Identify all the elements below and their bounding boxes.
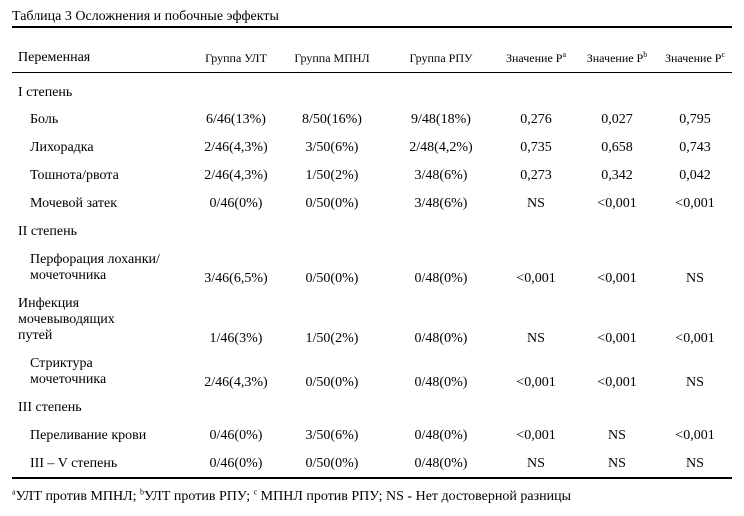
- cell-rpu: 2/48(4,2%): [409, 140, 473, 155]
- table-row: [12, 190, 732, 218]
- cell-p-b: 0,342: [601, 168, 633, 183]
- header-p-label: Значение P: [505, 50, 563, 65]
- cell-p-b: <0,001: [597, 331, 637, 346]
- cell-mpnl: 1/50(2%): [305, 331, 359, 346]
- cell-ult: 0/46(0%): [209, 428, 263, 443]
- cell-ult: 6/46(13%): [206, 112, 266, 127]
- cell-mpnl: 8/50(16%): [302, 112, 362, 127]
- cell-p-b: <0,001: [597, 271, 637, 286]
- header-p-value-b: [576, 44, 658, 72]
- section-row: [12, 218, 732, 246]
- row-label: III – V степень: [30, 456, 118, 471]
- cell-p-a: <0,001: [516, 375, 556, 390]
- cell-ult: 1/46(3%): [209, 331, 263, 346]
- cell-p-a: 0,735: [520, 140, 552, 155]
- table-row: [12, 246, 732, 290]
- header-row: [12, 44, 732, 72]
- cell-ult: 0/46(0%): [209, 456, 263, 471]
- cell-mpnl: 1/50(2%): [305, 168, 359, 183]
- header-mpnl-group: Группа МПНЛ: [294, 50, 370, 65]
- footnote-text: УЛТ против РПУ;: [144, 489, 254, 504]
- cell-rpu: 0/48(0%): [414, 331, 468, 346]
- cell-mpnl: 0/50(0%): [305, 456, 359, 471]
- cell-p-a: <0,001: [516, 271, 556, 286]
- cell-rpu: 0/48(0%): [414, 428, 468, 443]
- cell-p-c: <0,001: [675, 196, 715, 211]
- cell-p-a: NS: [527, 196, 545, 211]
- cell-rpu: 3/48(6%): [414, 168, 468, 183]
- footnote-marker: c: [721, 49, 726, 59]
- cell-rpu: 0/48(0%): [414, 456, 468, 471]
- footnote-text: УЛТ против МПНЛ;: [15, 489, 141, 504]
- footnote-text: МПНЛ против РПУ; NS - Нет достоверной разницы: [257, 489, 572, 504]
- row-label: Переливание крови: [30, 428, 147, 443]
- cell-p-a: <0,001: [516, 428, 556, 443]
- cell-mpnl: 0/50(0%): [305, 375, 359, 390]
- cell-mpnl: 3/50(6%): [305, 428, 359, 443]
- section-row: [12, 394, 732, 422]
- header-p-value-c: [658, 44, 732, 72]
- header-variable: Переменная: [18, 50, 91, 65]
- table-row: [12, 106, 732, 134]
- row-label: Мочевой затек: [30, 196, 118, 211]
- table-row: [12, 290, 732, 350]
- complications-table: [12, 44, 732, 478]
- cell-p-b: 0,027: [601, 112, 633, 127]
- row-label: Перфорация лоханки/ мочеточника: [30, 252, 160, 283]
- cell-rpu: 3/48(6%): [414, 196, 468, 211]
- cell-p-c: <0,001: [675, 428, 715, 443]
- footnote-marker: c: [253, 487, 258, 497]
- row-label: Стриктура мочеточника: [30, 356, 107, 387]
- cell-rpu: 9/48(18%): [411, 112, 471, 127]
- cell-rpu: 0/48(0%): [414, 375, 468, 390]
- table-row: [12, 350, 732, 394]
- table-footnote: [12, 489, 571, 505]
- header-p-label: Значение P: [586, 50, 644, 65]
- cell-ult: 2/46(4,3%): [204, 140, 268, 155]
- cell-p-c: NS: [686, 456, 704, 471]
- cell-p-b: NS: [608, 456, 626, 471]
- cell-p-a: 0,276: [520, 112, 552, 127]
- cell-ult: 3/46(6,5%): [204, 271, 268, 286]
- cell-mpnl: 0/50(0%): [305, 196, 359, 211]
- bottom-rule: [12, 477, 732, 479]
- table-row: [12, 450, 732, 478]
- cell-rpu: 0/48(0%): [414, 271, 468, 286]
- row-label: Лихорадка: [30, 140, 94, 155]
- footnote-marker: a: [562, 49, 567, 59]
- cell-p-a: 0,273: [520, 168, 552, 183]
- row-label: Инфекция мочевыводящих путей: [18, 296, 115, 343]
- footnote-marker: b: [643, 49, 648, 59]
- table-caption: Таблица 3 Осложнения и побочные эффекты: [12, 9, 279, 24]
- table-row: [12, 422, 732, 450]
- cell-p-c: NS: [686, 271, 704, 286]
- row-label: Тошнота/рвота: [30, 168, 119, 183]
- cell-p-b: <0,001: [597, 375, 637, 390]
- cell-p-c: 0,743: [679, 140, 711, 155]
- section-label-grade-3: III степень: [18, 400, 82, 415]
- cell-p-b: <0,001: [597, 196, 637, 211]
- cell-p-c: 0,042: [679, 168, 711, 183]
- footnote-marker: b: [140, 487, 145, 497]
- footnote-marker: a: [12, 487, 16, 497]
- header-p-label: Значение P: [664, 50, 722, 65]
- cell-p-a: NS: [527, 331, 545, 346]
- table-row: [12, 134, 732, 162]
- header-rpu-group: Группа РПУ: [409, 50, 473, 65]
- top-rule: [12, 26, 732, 28]
- cell-ult: 2/46(4,3%): [204, 375, 268, 390]
- header-ult-group: Группа УЛТ: [205, 50, 267, 65]
- section-label-grade-2: II степень: [18, 224, 77, 239]
- cell-mpnl: 3/50(6%): [305, 140, 359, 155]
- row-label: Боль: [30, 112, 59, 127]
- cell-p-b: NS: [608, 428, 626, 443]
- cell-p-c: 0,795: [679, 112, 711, 127]
- cell-mpnl: 0/50(0%): [305, 271, 359, 286]
- cell-p-c: <0,001: [675, 331, 715, 346]
- section-label-grade-1: I степень: [18, 85, 73, 100]
- table-row: [12, 162, 732, 190]
- cell-p-b: 0,658: [601, 140, 633, 155]
- cell-p-c: NS: [686, 375, 704, 390]
- cell-ult: 0/46(0%): [209, 196, 263, 211]
- section-row: [12, 72, 732, 106]
- cell-p-a: NS: [527, 456, 545, 471]
- header-p-value-a: [496, 44, 576, 72]
- cell-ult: 2/46(4,3%): [204, 168, 268, 183]
